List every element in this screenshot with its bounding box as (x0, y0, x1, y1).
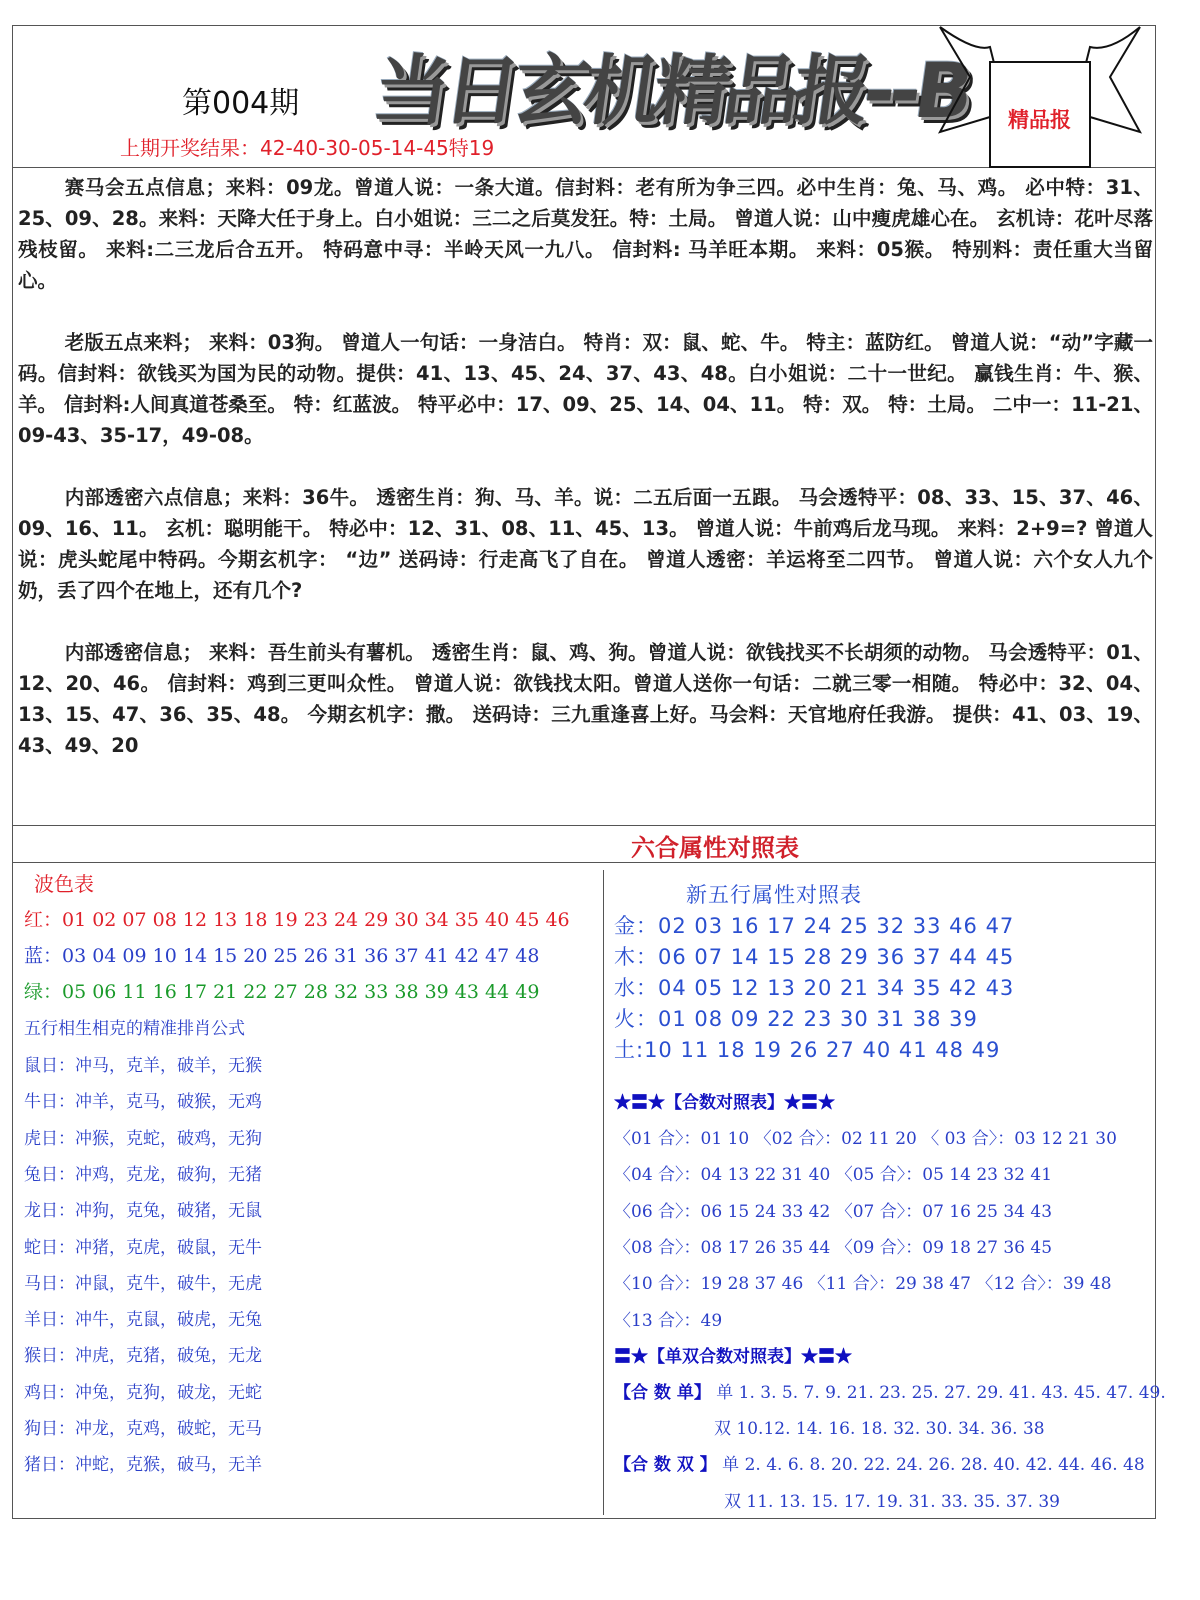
day-row: 鼠日：冲马，克羊，破羊，无猴 (24, 1056, 262, 1076)
day-row: 鸡日：冲兔，克狗，破龙，无蛇 (24, 1382, 262, 1403)
wuxing-row: 水：04 05 12 13 20 21 34 35 42 43 (614, 976, 1015, 1000)
heshu-row: 〈01 合〉：01 10 〈02 合〉：02 11 20 〈 03 合〉：03 12 21 30 (614, 1129, 1117, 1149)
day-row: 虎日：冲猴，克蛇，破鸡，无狗 (24, 1128, 262, 1149)
day-row: 蛇日：冲猪，克虎，破鼠，无牛 (24, 1237, 262, 1258)
heshu-row: 〈06 合〉：06 15 24 33 42 〈07 合〉：07 16 25 34 43 (614, 1201, 1053, 1222)
column-divider (603, 870, 604, 1515)
day-row: 兔日：冲鸡，克龙，破狗，无猪 (24, 1164, 262, 1185)
day-row: 羊日：冲牛，克鼠，破虎，无兔 (24, 1310, 262, 1331)
odd-label: 【合 数 单】 (614, 1383, 711, 1403)
paragraph: 老版五点来料； 来料：03狗。 曾道人一句话：一身洁白。 特肖：双：鼠、蛇、牛。 特主：蓝防红。 曾道人说：“动”字藏一码。信封料：欲钱买为国为民的动物。提供：41、13、45、24、37、43、48。白小姐说：二十一世纪。 赢钱生肖：牛、猴、羊。 信封料:人间真道苍桑至。 特：红蓝波。 特平必中：17、09、25、14、04、11。 特：双。 特：土局。 二中一：11-21、09-43、35-17，49-08。 (18, 331, 1153, 447)
day-row: 牛日：冲羊，克马，破猴，无鸡 (24, 1092, 262, 1113)
table-title: 六合属性对照表 (631, 834, 799, 862)
day-row: 马日：冲鼠，克牛，破牛，无虎 (24, 1273, 262, 1294)
wave-blue: 蓝：03 04 09 10 14 15 20 25 26 31 36 37 41 42 47 48 (24, 945, 540, 967)
even-double: 双 11. 13. 15. 17. 19. 31. 33. 35. 37. 39 (724, 1492, 1060, 1512)
day-row: 狗日：冲龙，克鸡，破蛇，无马 (24, 1419, 262, 1439)
paragraph: 内部透密六点信息；来料：36牛。 透密生肖：狗、马、羊。说：二五后面一五跟。 马会透特平：08、33、15、37、46、09、16、11。 玄机：聪明能干。 特必中：12、31、08、11、45、13。 曾道人说：牛前鸡后龙马现。 来料：2+9=? 曾道人说：虎头蛇尾中特码。今期玄机字： “边” 送码诗：行走高飞了自在。 曾道人透密：羊运将至二四节。 曾道人说：六个女人九个奶，丢了四个在地上，还有几个? (18, 486, 1153, 602)
paragraph: 内部透密信息； 来料：吾生前头有薯机。 透密生肖：鼠、鸡、狗。曾道人说：欲钱找买不长胡须的动物。 马会透特平：01、12、20、46。 信封料：鸡到三更叫众性。 曾道人说：欲钱找太阳。曾道人送你一句话：二就三零一相随。 特必中：32、04、13、15、47、36、35、48。 今期玄机字：撒。 送码诗：三九重逢喜上好。马会料：天官地府任我游。 提供：41、03、19、43、49、20 (18, 641, 1153, 757)
odd-single: 单 1. 3. 5. 7. 9. 21. 23. 25. 27. 29. 41. 43. 45. 47. 49. (716, 1383, 1166, 1403)
divider (12, 825, 1156, 826)
wuxing-title: 新五行属性对照表 (686, 883, 862, 907)
heshu-row: 〈04 合〉：04 13 22 31 40 〈05 合〉：05 14 23 32 41 (614, 1165, 1053, 1186)
odd-double: 双 10.12. 14. 16. 18. 32. 30. 34. 36. 38 (714, 1419, 1045, 1439)
wuxing-row: 火：01 08 09 22 23 30 31 38 39 (614, 1007, 978, 1031)
wave-green: 绿：05 06 11 16 17 21 22 27 28 32 33 38 39 43 44 49 (24, 981, 540, 1003)
heshu-row: 〈08 合〉：08 17 26 35 44 〈09 合〉：09 18 27 36 45 (614, 1237, 1053, 1258)
divider (12, 862, 1156, 863)
last-result: 上期开奖结果：42-40-30-05-14-45特19 (120, 136, 495, 160)
day-row: 猪日：冲蛇，克猴，破马，无羊 (24, 1455, 262, 1476)
wave-red: 红：01 02 07 08 12 13 18 19 23 24 29 30 34 35 40 45 46 (24, 909, 570, 931)
banner-label: 精品报 (1008, 108, 1071, 132)
issue-number: 第004期 (182, 86, 300, 121)
danshuang-title: 〓★【单双合数对照表】★〓★ (614, 1347, 852, 1367)
wuxing-row: 土:10 11 18 19 26 27 40 41 48 49 (614, 1038, 1001, 1062)
even-single: 单 2. 4. 6. 8. 20. 22. 24. 26. 28. 40. 42. 44. 46. 48 (722, 1455, 1145, 1475)
paragraph: 赛马会五点信息；来料：09龙。曾道人说：一条大道。信封料：老有所为争三四。必中生肖：兔、马、鸡。 必中特：31、25、09、28。来料：天降大任于身上。白小姐说：三二之后莫发狂。特：土局。 曾道人说：山中瘦虎雄心在。 玄机诗：花叶尽落残枝留。 来料:二三龙后合五开。 特码意中寻：半岭天风一九八。 信封料: 马羊旺本期。 来料：05猴。 特别料：责任重大当留心。 (18, 176, 1153, 292)
day-row: 猴日：冲虎，克猪，破兔，无龙 (24, 1346, 262, 1367)
banner-scroll-icon (935, 22, 1145, 168)
even-label: 【合 数 双 】 (614, 1455, 717, 1475)
page-title: 当日玄机精品报--B (367, 46, 974, 135)
info-text (18, 172, 1153, 792)
wuxing-row: 金：02 03 16 17 24 25 32 33 46 47 (614, 914, 1015, 938)
heshu-title: ★〓★【合数对照表】★〓★ (614, 1093, 835, 1113)
wave-title: 波色表 (34, 872, 94, 896)
wuxing-row: 木：06 07 14 15 28 29 36 37 44 45 (614, 945, 1015, 969)
day-row: 龙日：冲狗，克兔，破猪，无鼠 (24, 1201, 262, 1222)
heshu-row: 〈13 合〉：49 (614, 1310, 723, 1331)
heshu-row: 〈10 合〉：19 28 37 46 〈11 合〉：29 38 47 〈12 合〉：39 48 (614, 1274, 1112, 1295)
formula-title: 五行相生相克的精准排肖公式 (24, 1019, 245, 1039)
